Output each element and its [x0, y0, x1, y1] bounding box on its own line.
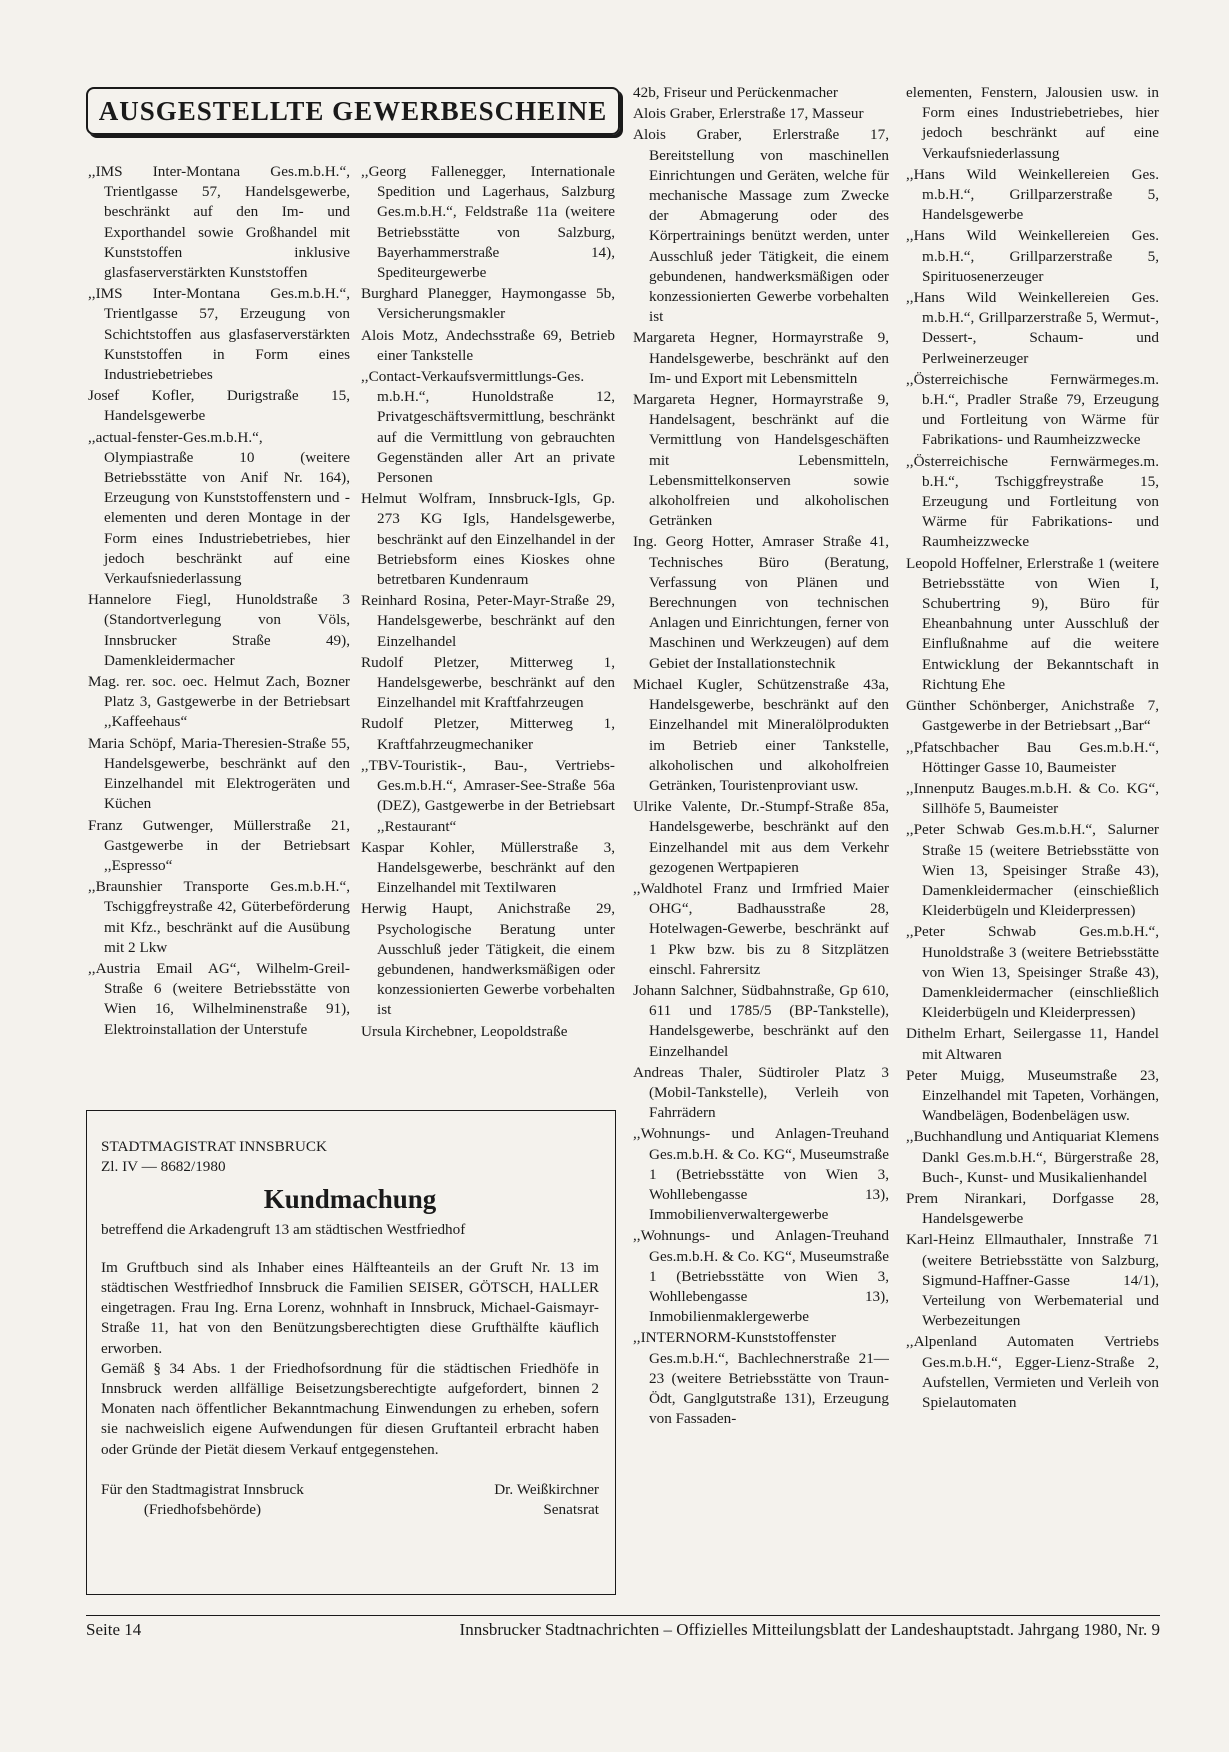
- column-1: [88, 162, 350, 1092]
- page-footer: [86, 1615, 1160, 1640]
- notice-body: [101, 1258, 599, 1460]
- license-entry: ,,Hans Wild Weinkellereien Ges. m.b.H.“, Grillparzerstraße 5, Spirituosenerzeuger: [906, 227, 1159, 285]
- signature-right-line-1: Dr. Weißkirchner: [494, 1480, 599, 1498]
- license-entry: ,,Peter Schwab Ges.m.b.H.“, Hunoldstraße 3 (weitere Betriebsstätte von Wien 13, Speisinger Straße 43), Damenkleidermacher (einschließlich Kleiderbügeln und Kleiderpressen): [906, 923, 1159, 1022]
- section-title: AUSGESTELLTE GEWERBESCHEINE: [86, 87, 620, 135]
- notice-paragraph: Im Gruftbuch sind als Inhaber eines Hälfteanteils an der Gruft Nr. 13 im städtischen Westfriedhof Innsbruck die Familien SEISER, GÖTSCH, HALLER eingetragen. Frau Ing. Erna Lorenz, wohnhaft in Innsbruck, Michael-Gaismayr-Straße 11, hat von den Benützungsberechtigten diese Grufthälfte käuflich erworben.: [101, 1258, 599, 1357]
- license-entry: Dithelm Erhart, Seilergasse 11, Handel mit Altwaren: [906, 1025, 1159, 1063]
- license-entry: Alois Graber, Erlerstraße 17, Bereitstellung von maschinellen Einrichtungen und Geräten, welche für mechanische Massage zum Zwecke der Abmagerung oder des Körpertrainings benützt werden, unter Ausschluß jeder Tätigkeit, die einem gebundenen, handwerksmäßigen oder konzessionierten Gewerbe vorbehalten ist: [633, 126, 889, 326]
- license-entry: ,,IMS Inter-Montana Ges.m.b.H.“, Trientlgasse 57, Handelsgewerbe, beschränkt auf den Im- und Exporthandel sowie Großhandel mit Kunststoffen inklusive glasfaserverstärkten Kunststoffen: [88, 163, 350, 282]
- license-entry: Ursula Kirchebner, Leopoldstraße: [361, 1022, 568, 1040]
- license-entry: elementen, Fenstern, Jalousien usw. in Form eines Industriebetriebes, hier jedoch beschränkt auf eine Verkaufsniederlassung: [906, 84, 1159, 162]
- license-entry: ,,IMS Inter-Montana Ges.m.b.H.“, Trientlgasse 57, Erzeugung von Schichtstoffen aus glasfaserverstärkten Kunststoffen in Form eines Industriebetriebes: [88, 285, 350, 384]
- license-entry: Reinhard Rosina, Peter-Mayr-Straße 29, Handelsgewerbe, beschränkt auf den Einzelhandel: [361, 592, 615, 650]
- license-entry: Burghard Planegger, Haymongasse 5b, Versicherungsmakler: [361, 285, 615, 323]
- license-entry: Herwig Haupt, Anichstraße 29, Psychologische Beratung unter Ausschluß jeder Tätigkeit, die einem gebundenen, handwerksmäßigen oder konzessionierten Gewerbe vorbehalten ist: [361, 900, 615, 1019]
- license-entry: ,,Innenputz Bauges.m.b.H. & Co. KG“, Sillhöfe 5, Baumeister: [906, 779, 1159, 818]
- license-entry: Alois Graber, Erlerstraße 17, Masseur: [633, 105, 864, 123]
- license-entry: Josef Kofler, Durigstraße 15, Handelsgewerbe: [88, 387, 350, 425]
- license-entry: ,,actual-fenster-Ges.m.b.H.“, Olympiastraße 10 (weitere Betriebsstätte von Anif Nr. 164), Erzeugung von Kunststoffenstern und -elementen und deren Montage in der Form eines Industriebetriebes, hier jedoch beschränkt auf eine Verkaufsniederlassung: [88, 428, 350, 588]
- license-entry: ,,Wohnungs- und Anlagen-Treuhand Ges.m.b.H. & Co. KG“, Museumstraße 1 (Betriebsstätte von Wien 3, Wohllebengasse 13), Immobilienverwaltergewerbe: [633, 1125, 889, 1224]
- license-entry: Ing. Georg Hotter, Amraser Straße 41, Technisches Büro (Beratung, Verfassung von Plänen und Berechnungen von technischen Anlagen und Einrichtungen, ferner von Maschinen und Werkzeugen) auf dem Gebiet der Installationstechnik: [633, 533, 889, 672]
- license-entry: ,,Österreichische Fernwärmeges.m. b.H.“, Pradler Straße 79, Erzeugung und Fortleitung von Wärme für Fabrikations- und Raumheizzwecke: [906, 370, 1159, 449]
- license-entry: ,,Buchhandlung und Antiquariat Klemens Dankl Ges.m.b.H.“, Bürgerstraße 28, Buch-, Kunst- und Musikalienhandel: [906, 1128, 1159, 1186]
- license-entry: Karl-Heinz Ellmauthaler, Innstraße 71 (weitere Betriebsstätte von Salzburg, Sigmund-Haffner-Gasse 14/1), Verteilung von Werbematerial und Werbezeitungen: [906, 1231, 1159, 1330]
- license-entry: Mag. rer. soc. oec. Helmut Zach, Bozner Platz 3, Gastgewerbe in der Betriebsart ,,Kaffeehaus“: [88, 673, 350, 731]
- license-entry: ,,Wohnungs- und Anlagen-Treuhand Ges.m.b.H. & Co. KG“, Museumstraße 1 (Betriebsstätte von Wien 3, Wohllebengasse 13), Inmobilienmaklergewerbe: [633, 1227, 889, 1326]
- license-entry: ,,TBV-Touristik-, Bau-, Vertriebs-Ges.m.b.H.“, Amraser-See-Straße 56a (DEZ), Gastgewerbe in der Betriebsart ,,Restaurant“: [361, 756, 615, 835]
- license-entry: ,,Contact-Verkaufsvermittlungs-Ges. m.b.H.“, Hunoldstraße 12, Privatgeschäftsvermittlung, beschränkt auf die Vermittlung von gebrauchten Gegenständen aller Art an private Personen: [361, 368, 615, 487]
- license-entry: ,,Pfatschbacher Bau Ges.m.b.H.“, Höttinger Gasse 10, Baumeister: [906, 738, 1159, 776]
- license-entry: ,,Waldhotel Franz und Irmfried Maier OHG“, Badhausstraße 28, Hotelwagen-Gewerbe, beschränkt auf 1 Pkw bzw. bis zu 8 Sitzplätzen einschl. Fahrersitz: [633, 879, 889, 978]
- license-entry: ,,Hans Wild Weinkellereien Ges. m.b.H.“, Grillparzerstraße 5, Handelsgewerbe: [906, 165, 1159, 224]
- license-entry: Peter Muigg, Museumstraße 23, Einzelhandel mit Tapeten, Vorhängen, Wandbelägen, Bodenbelägen usw.: [906, 1066, 1159, 1125]
- license-entry: Johann Salchner, Südbahnstraße, Gp 610, 611 und 1785/5 (BP-Tankstelle), Handelsgewerbe, beschränkt auf den Einzelhandel: [633, 981, 889, 1060]
- license-entry: Rudolf Pletzer, Mitterweg 1, Kraftfahrzeugmechaniker: [361, 715, 615, 753]
- license-entry: Kaspar Kohler, Müllerstraße 3, Handelsgewerbe, beschränkt auf den Einzelhandel mit Textilwaren: [361, 838, 615, 897]
- license-entry: Michael Kugler, Schützenstraße 43a, Handelsgewerbe, beschränkt auf den Einzelhandel mit Mineralölprodukten im Betrieb einer Tankstelle, alkoholischen und alkoholfreien Getränken, Touristenproviant usw.: [633, 675, 889, 794]
- license-entry: Prem Nirankari, Dorfgasse 28, Handelsgewerbe: [906, 1189, 1159, 1228]
- license-entry: ,,Alpenland Automaten Vertriebs Ges.m.b.H.“, Egger-Lienz-Straße 2, Aufstellen, Vermieten und Verleih von Spielautomaten: [906, 1333, 1159, 1411]
- license-entry: Franz Gutwenger, Müllerstraße 21, Gastgewerbe in der Betriebsart ,,Espresso“: [88, 816, 350, 874]
- public-notice-box: [86, 1110, 616, 1595]
- notice-reference: Zl. IV — 8682/1980: [101, 1158, 226, 1176]
- signature-left-line-1: Für den Stadtmagistrat Innsbruck: [101, 1480, 304, 1498]
- license-entry: Günther Schönberger, Anichstraße 7, Gastgewerbe in der Betriebsart ,,Bar“: [906, 697, 1159, 735]
- license-entry: ,,Braunshier Transporte Ges.m.b.H.“, Tschiggfreystraße 42, Güterbeförderung mit Kfz., beschränkt auf die Ausübung mit 2 Lkw: [88, 878, 350, 956]
- signature-left: [101, 1480, 304, 1520]
- license-entry: ,,Georg Fallenegger, Internationale Spedition und Lagerhaus, Salzburg Ges.m.b.H.“, Feldstraße 11a (weitere Betriebsstätte von Salzburg, Bayerhammerstraße 14), Spediteurgewerbe: [361, 163, 615, 282]
- notice-signatures: [101, 1480, 599, 1520]
- page-number: Seite 14: [86, 1620, 142, 1639]
- license-entry: Helmut Wolfram, Innsbruck-Igls, Gp. 273 KG Igls, Handelsgewerbe, beschränkt auf den Einzelhandel in der Betriebsform eines Kioskes ohne betretbaren Kundenraum: [361, 490, 615, 589]
- license-entry: ,,Peter Schwab Ges.m.b.H.“, Salurner Straße 15 (weitere Betriebsstätte von Wien 13, Speisinger Straße 43), Damenkleidermacher (einschießlich Kleiderbügeln und Kleiderpressen): [906, 821, 1159, 920]
- license-entry: ,,Österreichische Fernwärmeges.m. b.H.“, Tschiggfreystraße 15, Erzeugung und Fortleitung von Wärme für Fabrikations- und Raumheizzwecke: [906, 452, 1159, 551]
- license-entry: ,,INTERNORM-Kunststoffenster Ges.m.b.H.“, Bachlechnerstraße 21—23 (weitere Betriebsstätte von Traun-Ödt, Ganglgutstraße 131), Erzeugung von Fassaden-: [633, 1329, 889, 1428]
- license-entry: 42b, Friseur und Perückenmacher: [633, 84, 838, 101]
- notice-paragraph: Gemäß § 34 Abs. 1 der Friedhofsordnung für die städtischen Friedhöfe in Innsbruck werden allfällige Beisetzungsberechtigte aufgefordert, binnen 2 Monaten nach öffentlicher Bekanntmachung Einwendungen zu erheben, sofern sie nachweislich eigene Aufwendungen für diesen Gruftanteil erbracht haben oder Gründe der Pietät diesem Verkauf entgegenstehen.: [101, 1359, 599, 1458]
- column-4: [906, 83, 1159, 1598]
- publication-line: Innsbrucker Stadtnachrichten – Offizielles Mitteilungsblatt der Landeshauptstadt. Jahrgang 1980, Nr. 9: [459, 1620, 1160, 1639]
- signature-right: [494, 1480, 599, 1520]
- license-entry: ,,Hans Wild Weinkellereien Ges. m.b.H.“, Grillparzerstraße 5, Wermut-, Dessert-, Schaum- und Perlweinerzeuger: [906, 289, 1159, 367]
- column-2: [361, 162, 615, 1092]
- column-3: [633, 83, 889, 1598]
- license-entry: Margareta Hegner, Hormayrstraße 9, Handelsgewerbe, beschränkt auf den Im- und Export mit Lebensmitteln: [633, 329, 889, 387]
- signature-right-line-2: Senatsrat: [543, 1501, 599, 1519]
- notice-heading: Kundmachung: [263, 1184, 437, 1215]
- license-entry: Ulrike Valente, Dr.-Stumpf-Straße 85a, Handelsgewerbe, beschränkt auf den Einzelhandel mit aus dem Verkehr gezogenen Wertpapieren: [633, 798, 889, 876]
- license-entry: Alois Motz, Andechsstraße 69, Betrieb einer Tankstelle: [361, 326, 615, 364]
- license-entry: Andreas Thaler, Südtiroler Platz 3 (Mobil-Tankstelle), Verleih von Fahrrädern: [633, 1063, 889, 1122]
- signature-left-line-2: (Friedhofsbehörde): [143, 1501, 262, 1519]
- license-entry: ,,Austria Email AG“, Wilhelm-Greil-Straße 6 (weitere Betriebsstätte von Wien 16, Wilhelminenstraße 91), Elektroinstallation der Unterstufe: [88, 959, 350, 1038]
- license-entry: Rudolf Pletzer, Mitterweg 1, Handelsgewerbe, beschränkt auf den Einzelhandel mit Kraftfahrzeugen: [361, 653, 615, 712]
- notice-subject: betreffend die Arkadengruft 13 am städtischen Westfriedhof: [101, 1220, 466, 1238]
- license-entry: Leopold Hoffelner, Erlerstraße 1 (weitere Betriebsstätte von Wien I, Schubertring 9), Büro für Eheanbahnung unter Ausschluß der Einflußnahme auf die weitere Entwicklung der Bekanntschaft in Richtung Ehe: [906, 554, 1159, 693]
- license-entry: Hannelore Fiegl, Hunoldstraße 3 (Standortverlegung von Völs, Innsbrucker Straße 49), Damenkleidermacher: [88, 591, 350, 669]
- license-entry: Margareta Hegner, Hormayrstraße 9, Handelsagent, beschränkt auf die Vermittlung von Handelsgeschäften mit Lebensmitteln, Lebensmittelkonserven sowie alkoholfreien und alkoholischen Getränken: [633, 391, 889, 530]
- license-entry: Maria Schöpf, Maria-Theresien-Straße 55, Handelsgewerbe, beschränkt auf den Einzelhandel mit Elektrogeräten und Küchen: [88, 734, 350, 813]
- notice-authority: STADTMAGISTRAT INNSBRUCK: [101, 1138, 327, 1155]
